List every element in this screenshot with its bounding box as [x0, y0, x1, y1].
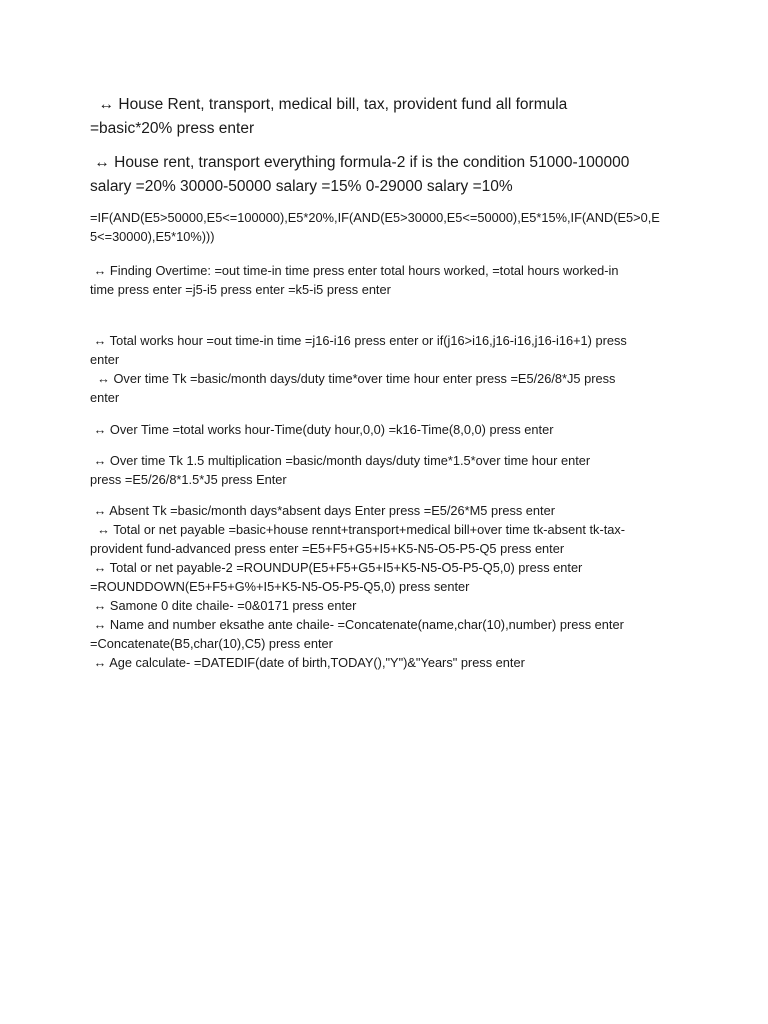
paragraph-over-time: ↔ Over Time =total works hour-Time(duty hour,0,0) =k16-Time(8,0,0) press enter [90, 422, 554, 437]
paragraph-house-rent-formula-2: ↔ House rent, transport everything formula-2 if is the condition 51000-100000 salary =20% 30000-50000 salary =15% 0-29000 salary =10% [90, 154, 630, 195]
paragraph-absent-and-payable: ↔ Absent Tk =basic/month days*absent days Enter press =E5/26*M5 press enter ↔ Total or net payable =basic+house rennt+transport+medical bill+over time tk-absent tk-tax- provident fund-advanced press enter =E5+F5+G5+I5+K5-N5-O5-P5-Q5 press enter ↔ Total or net payable-2 =ROUNDUP(E5+F5+G5+I5+K5-N5-O5-P5-Q5,0) press enter =ROUNDDOWN(E5+F5+G%+I5+K5-N5-O5-P5-Q5,0) press senter ↔ Samone 0 dite chaile- =0&0171 press enter ↔ Name and number eksathe ante chaile- =Concatenate(name,char(10),number) press enter =Concatenate(B5,char(10),C5) press enter ↔ Age calculate- =DATEDIF(date of birth,TODAY(),"Y")&"Years" press enter [90, 503, 626, 670]
paragraph-over-time-multiplication: ↔ Over time Tk 1.5 multiplication =basic/month days/duty time*1.5*over time hour enter press =E5/26/8*1.5*J5 press Enter [90, 453, 591, 487]
paragraph-finding-overtime: ↔ Finding Overtime: =out time-in time press enter total hours worked, =total hours worked-in time press enter =j5-i5 press enter =k5-i5 press enter [90, 263, 619, 297]
paragraph-if-and-formula: =IF(AND(E5>50000,E5<=100000),E5*20%,IF(AND(E5>30000,E5<=50000),E5*15%,IF(AND(E5>0,E 5<=30000),E5*10%))) [90, 210, 660, 244]
paragraph-house-rent-formula: ↔ House Rent, transport, medical bill, tax, provident fund all formula =basic*20% press enter [90, 96, 568, 137]
paragraph-total-works-hour: ↔ Total works hour =out time-in time =j16-i16 press enter or if(j16>i16,j16-i16,j16-i16+1) press enter ↔ Over time Tk =basic/month days/duty time*over time hour enter press =E5/26/8*J5 press enter [90, 333, 627, 405]
